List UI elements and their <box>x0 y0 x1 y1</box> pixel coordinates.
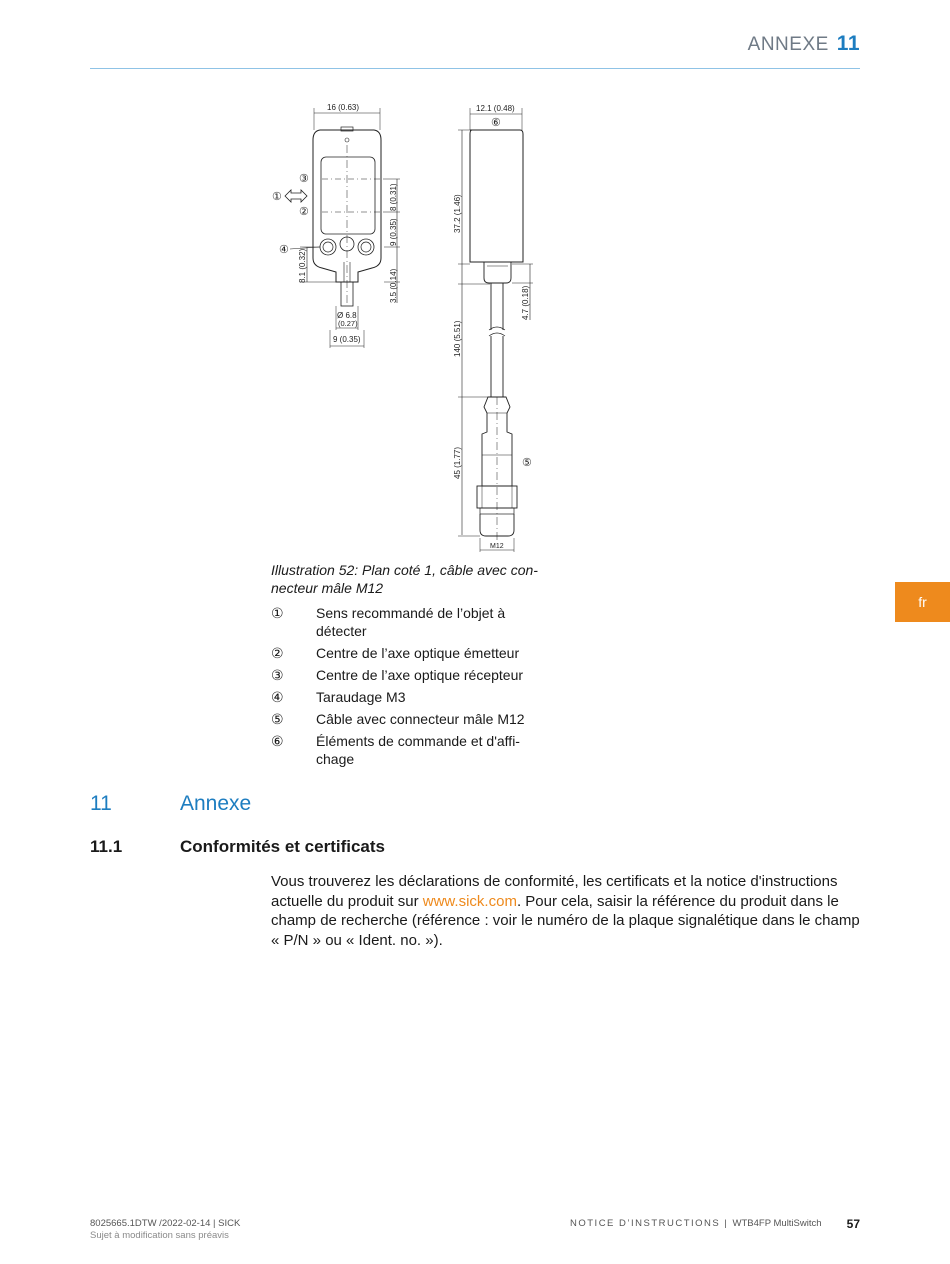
dim-width-side: 12.1 (0.48) <box>476 104 515 113</box>
dim-9: 9 (0.35) <box>389 218 398 246</box>
legend-text: Centre de l’axe optique récepteur <box>316 667 524 683</box>
header-section-title <box>748 32 860 56</box>
legend-text: Sens recommandé de l’objet à détecter <box>316 605 506 639</box>
figure-caption: Illustration 52: Plan coté 1, câble avec con-necteur mâle M12 <box>271 562 538 596</box>
subsection-number: 11.1 <box>90 837 123 856</box>
subsection-heading <box>90 837 385 857</box>
body-text-part1: Vous trouverez les déclarations de conformité, les certificats et la notice d'instructions actuelle du produit sur <box>271 873 838 910</box>
dim-diameter-in: (0.27) <box>338 319 358 328</box>
header-divider <box>90 68 860 69</box>
dim-3-5: 3.5 (0.14) <box>389 268 398 303</box>
header-title: ANNEXE <box>747 34 829 55</box>
legend-marker: ⑥ <box>271 733 284 749</box>
marker-3: ③ <box>299 173 309 185</box>
legend-marker: ④ <box>271 689 284 705</box>
footer-product: WTB4FP MultiSwitch <box>732 1218 822 1229</box>
dim-8: 8 (0.31) <box>389 183 398 211</box>
body-text-part2: . Pour cela, saisir la référence du produit dans le champ de recherche (référence : voir le numéro de la plaque signalétique dans le champ « P/N » ou « Ident. no. »). <box>271 892 860 949</box>
legend-marker: ⑤ <box>271 711 284 727</box>
marker-4: ④ <box>279 244 289 256</box>
header-section-number: 11 <box>836 32 860 55</box>
dim-thread: M12 <box>490 543 504 550</box>
dim-9-bottom: 9 (0.35) <box>333 335 361 344</box>
legend-item <box>271 644 541 662</box>
dim-diameter: Ø 6.8 <box>337 311 357 320</box>
dim-width-front: 16 (0.63) <box>327 103 360 112</box>
front-view <box>272 103 400 348</box>
legend-text: Centre de l’axe optique émetteur <box>316 645 520 661</box>
side-view <box>453 104 533 552</box>
dimensional-drawing-svg <box>265 95 555 560</box>
language-tab[interactable]: fr <box>895 582 950 622</box>
legend-item <box>271 732 541 768</box>
page-number: 57 <box>846 1217 860 1231</box>
dim-connector-length: 45 (1.77) <box>453 446 462 479</box>
legend-item <box>271 710 541 728</box>
section-title: Annexe <box>180 792 252 815</box>
legend-marker: ① <box>271 605 284 621</box>
legend-item <box>271 666 541 684</box>
figure-legend <box>271 604 541 772</box>
legend-marker: ② <box>271 645 284 661</box>
marker-1: ① <box>272 191 282 203</box>
footer-doc-id: 8025665.1DTW /2022-02-14 | SICK <box>90 1218 241 1229</box>
legend-text: Taraudage M3 <box>316 689 406 705</box>
subsection-title: Conformités et certificats <box>180 837 385 856</box>
section-heading <box>90 792 251 816</box>
footer-doc-type-label: NOTICE D’INSTRUCTIONS | <box>570 1218 733 1229</box>
dim-cable-length: 140 (5.51) <box>453 320 462 357</box>
marker-6: ⑥ <box>491 117 501 129</box>
dim-height-body: 37.2 (1.46) <box>453 194 462 233</box>
sick-website-link[interactable]: www.sick.com <box>422 892 517 910</box>
legend-text: Câble avec connecteur mâle M12 <box>316 711 525 727</box>
legend-item <box>271 604 541 640</box>
legend-text: Éléments de commande et d'affi-chage <box>316 733 520 767</box>
marker-5: ⑤ <box>522 457 532 469</box>
body-paragraph <box>271 872 861 950</box>
legend-marker: ③ <box>271 667 284 683</box>
dimensional-drawing <box>265 95 555 560</box>
direction-arrow-icon <box>285 190 307 202</box>
dim-4-7: 4.7 (0.18) <box>521 285 530 320</box>
dim-8-1: 8.1 (0.32) <box>298 248 307 283</box>
footer-doc-type <box>570 1218 822 1229</box>
footer-notice: Sujet à modification sans préavis <box>90 1230 229 1241</box>
footer-doc-info <box>90 1218 240 1242</box>
legend-item <box>271 688 541 706</box>
section-number: 11 <box>90 792 112 815</box>
marker-2: ② <box>299 206 309 218</box>
